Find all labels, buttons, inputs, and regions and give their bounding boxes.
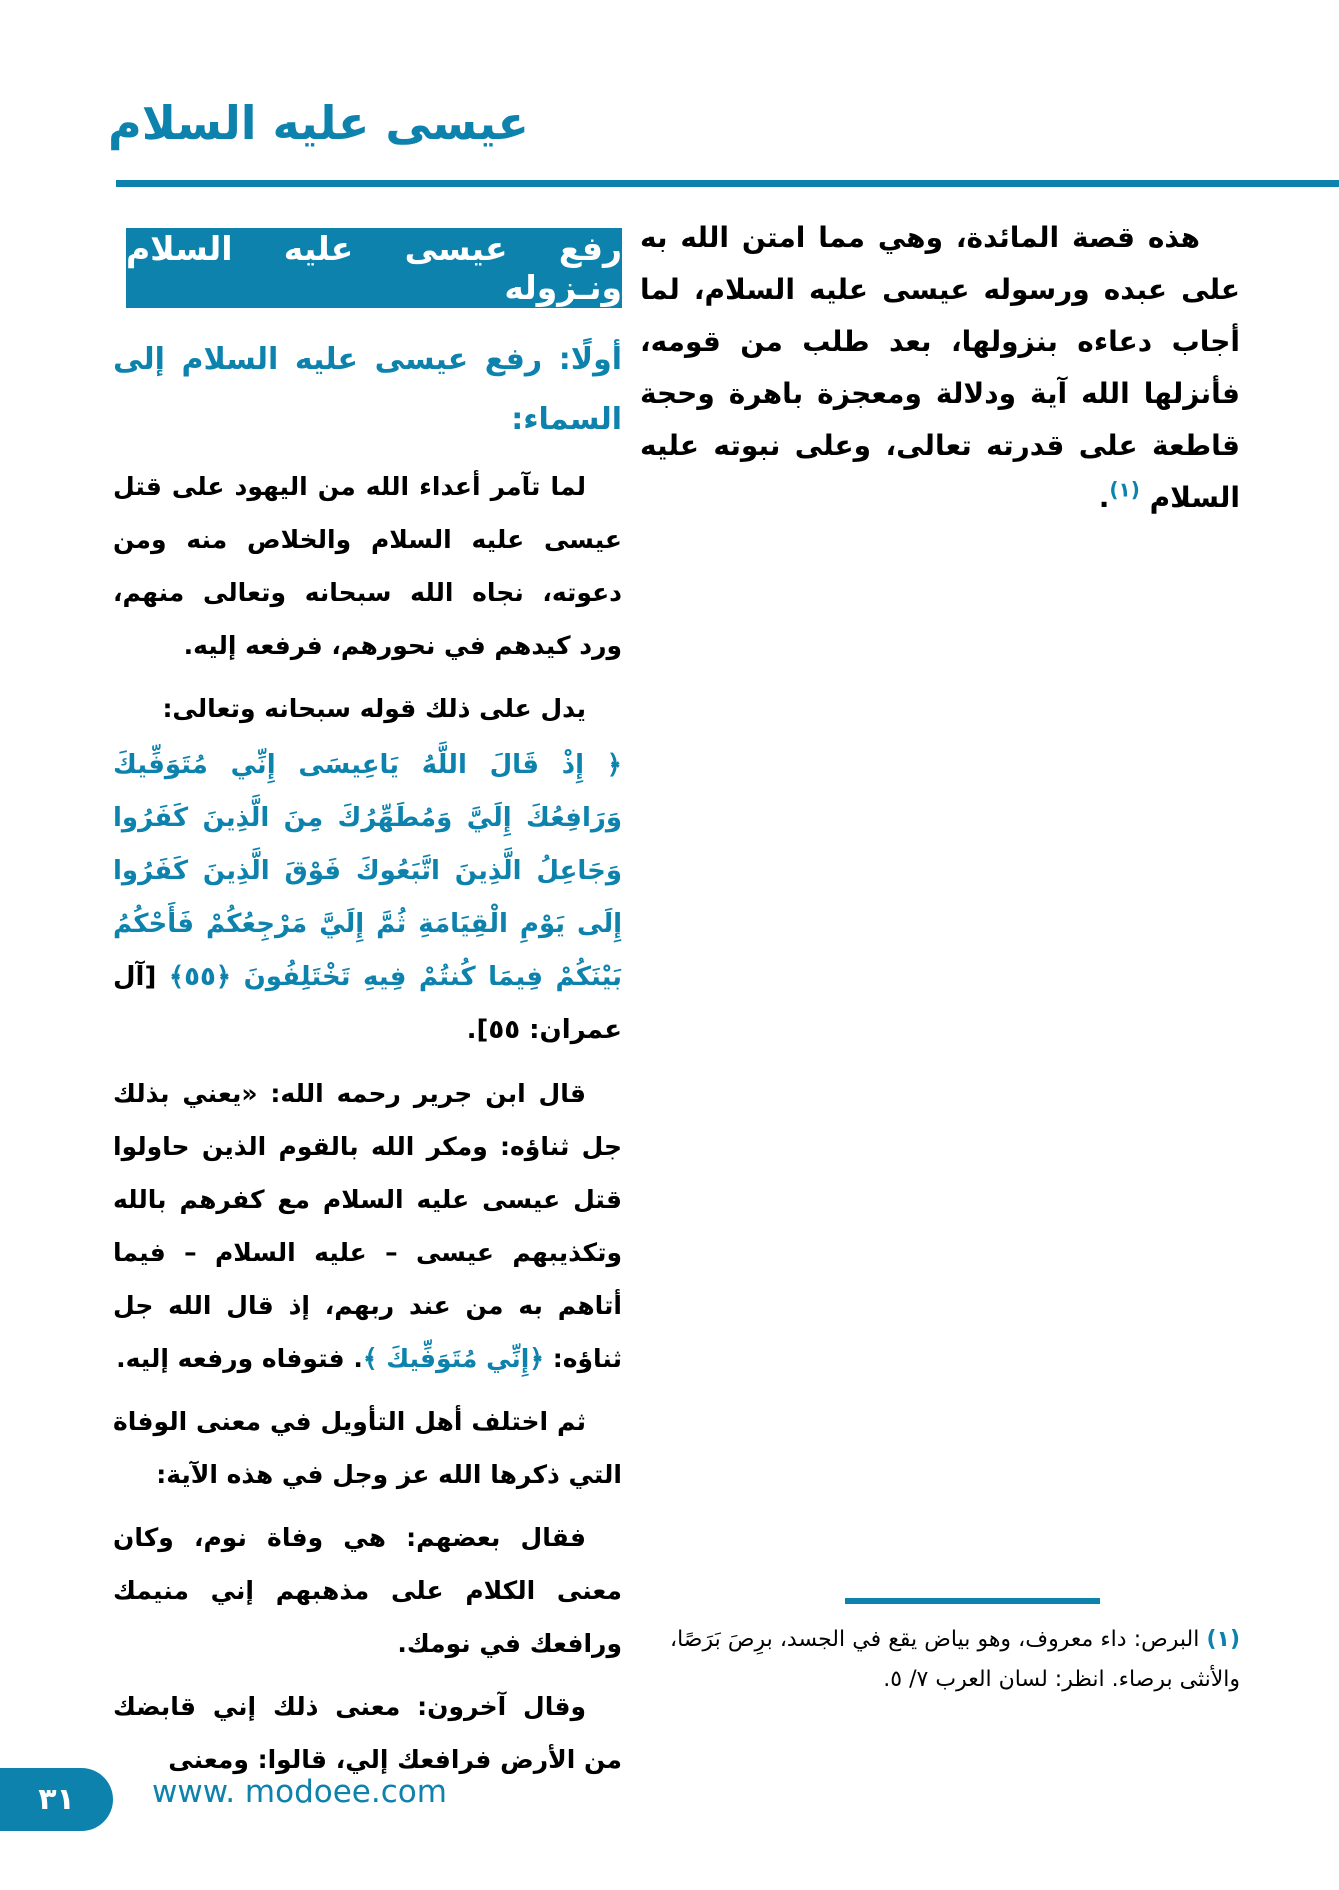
body-paragraph-1: لما تآمر أعداء الله من اليهود على قتل عيسى عليه السلام والخلاص منه ومن دعوته، نجاه الله سبحانه وتعالى منهم، ورد كيدهم في نحورهم، فرفعه إليه. bbox=[113, 472, 622, 660]
running-head-title: عيسى عليه السلام bbox=[108, 96, 529, 150]
continuation-paragraph bbox=[640, 212, 1240, 524]
quran-verse-reference: [آل عمران: ٥٥]. bbox=[113, 962, 622, 1045]
left-column bbox=[113, 228, 622, 1786]
inline-quran-quote: ﴿إِنِّي مُتَوَفِّيكَ ﴾ bbox=[362, 1344, 545, 1373]
quran-verse-text: ﴿ إِذْ قَالَ اللَّهُ يَاعِيسَى إِنِّي مُتَوَفِّيكَ وَرَافِعُكَ إِلَيَّ وَمُطَهِّرُكَ مِنَ الَّذِينَ كَفَرُوا وَجَاعِلُ الَّذِينَ اتَّبَعُوكَ فَوْقَ الَّذِينَ كَفَرُوا إِلَى يَوْمِ الْقِيَامَةِ ثُمَّ إِلَيَّ مَرْجِعُكُمْ فَأَحْكُمُ بَيْنَكُمْ فِيمَا كُنتُمْ فِيهِ تَخْتَلِفُونَ ﴿٥٥﴾ bbox=[113, 750, 622, 992]
quote-part-1: قال ابن جرير رحمه الله: «يعني بذلك جل ثناؤه: ومكر الله بالقوم الذين حاولوا قتل عيسى عليه السلام مع كفرهم بالله وتكذيبهم عيسى – عليه السلام – فيما أتاهم به من عند ربهم، إذ قال الله جل ثناؤه: bbox=[113, 1079, 622, 1373]
publisher-website-link[interactable]: www. modoee.com bbox=[152, 1774, 447, 1810]
body-paragraph-6: وقال آخرون: معنى ذلك إني قابضك من الأرض فرافعك إلي، قالوا: ومعنى bbox=[113, 1692, 622, 1774]
body-paragraph-3 bbox=[113, 1067, 622, 1385]
section-title-bar bbox=[126, 228, 622, 308]
continuation-text: هذه قصة المائدة، وهي مما امتن الله به على عبده ورسوله عيسى عليه السلام، لما أجاب دعاءه بنزولها، بعد طلب من قومه، فأنزلها الله آية ودلالة ومعجزة باهرة وحجة قاطعة على قدرته تعالى، وعلى نبوته عليه السلام bbox=[640, 221, 1240, 514]
body-paragraph-5: فقال بعضهم: هي وفاة نوم، وكان معنى الكلام على مذهبهم إني منيمك ورافعك في نومك. bbox=[113, 1523, 622, 1658]
section-title-label: رفع عيسى عليه السلام ونـزوله bbox=[126, 229, 622, 307]
body-paragraph-2-lead: يدل على ذلك قوله سبحانه وتعالى: bbox=[162, 694, 586, 723]
footnote-1 bbox=[640, 1620, 1240, 1700]
body-paragraph-4: ثم اختلف أهل التأويل في معنى الوفاة التي ذكرها الله عز وجل في هذه الآية: bbox=[113, 1407, 622, 1489]
footnote-1-marker: (١) bbox=[1206, 1627, 1240, 1652]
quran-verse-block bbox=[113, 739, 622, 1057]
footnote-block bbox=[640, 1598, 1240, 1700]
header-divider bbox=[116, 180, 1339, 187]
page-number-badge bbox=[0, 1768, 113, 1831]
footnote-reference-marker: (١) bbox=[1109, 477, 1140, 502]
subsection-heading: أولًا: رفع عيسى عليه السلام إلى السماء: bbox=[113, 342, 622, 437]
page-number: ٣١ bbox=[38, 1782, 75, 1817]
footnote-1-text: البرص: داء معروف، وهو بياض يقع في الجسد، برِصَ بَرَصًا، والأنثى برصاء. انظر: لسان العرب ٧/ ٥. bbox=[670, 1627, 1240, 1692]
footnote-divider bbox=[845, 1598, 1100, 1604]
right-column bbox=[640, 212, 1240, 524]
quote-part-2: . فتوفاه ورفعه إليه. bbox=[116, 1344, 363, 1373]
sentence-period: . bbox=[1098, 481, 1110, 514]
